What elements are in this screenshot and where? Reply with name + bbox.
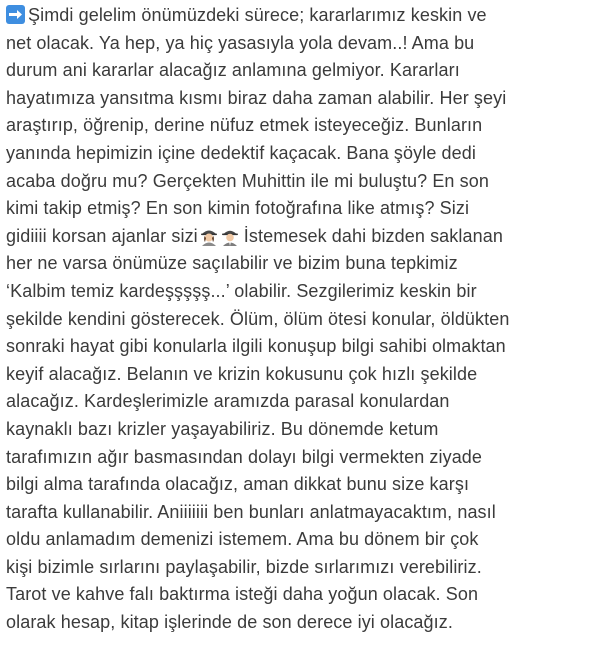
text-line-9-start: gidiiii korsan ajanlar sizi (6, 225, 198, 246)
text-line-1 (6, 2, 598, 30)
text-line-21: kişi bizimle sırlarını paylaşabilir, bizde sırlarımızı verebiliriz. (6, 556, 482, 577)
man-detective-icon (220, 226, 240, 246)
right-arrow-icon (6, 5, 25, 24)
text-line-5: araştırıp, öğrenip, derine nüfuz etmek isteyeceğiz. Bunların (6, 115, 483, 136)
text-line-6: yanında hepimizin içine dedektif kaçacak. Bana şöyle dedi (6, 142, 476, 163)
text-line-7: acaba doğru mu? Gerçekten Muhittin ile mi buluştu? En son (6, 170, 489, 191)
text-line-17: tarafımızın ağır basmasından dolayı bilgi vermekten ziyade (6, 446, 483, 467)
text-line-18: bilgi alma tarafında olacağız, aman dikkat bunu size karşı (6, 474, 470, 495)
text-line-9 (6, 223, 598, 251)
text-line-20: oldu anlamadım demenizi istemem. Ama bu dönem bir çok (6, 529, 479, 550)
text-line-3: durum ani kararlar alacağız anlamına gelmiyor. Kararları (6, 60, 460, 81)
text-line-10: her ne varsa önümüze saçılabilir ve bizim buna tepkimiz (6, 253, 458, 274)
text-line-15: alacağız. Kardeşlerimizle aramızda parasal konulardan (6, 391, 450, 412)
text-line-23: olarak hesap, kitap işlerinde de son derece iyi olacağız. (6, 612, 453, 633)
text-line-8: kimi takip etmiş? En son kimin fotoğrafına like atmış? Sizi (6, 198, 470, 219)
text-line-4: hayatımıza yansıtma kısmı biraz daha zaman alabilir. Her şeyi (6, 87, 507, 108)
text-line-14: keyif alacağız. Belanın ve krizin kokusunu çok hızlı şekilde (6, 363, 478, 384)
text-line-11: ‘Kalbim temiz kardeşşşşş...’ olabilir. Sezgilerimiz keskin bir (6, 280, 477, 301)
text-line-16: kaynaklı bazı krizler yaşayabiliriz. Bu dönemde ketum (6, 418, 439, 439)
text-line-2: net olacak. Ya hep, ya hiç yasasıyla yola devam..! Ama bu (6, 32, 475, 53)
text-line-12: şekilde kendini gösterecek. Ölüm, ölüm ötesi konular, öldükten (6, 308, 510, 329)
text-line-22: Tarot ve kahve falı baktırma isteği daha yoğun olacak. Son (6, 584, 479, 605)
text-line-19: tarafta kullanabilir. Aniiiiiii ben bunları anlatmayacaktım, nasıl (6, 501, 496, 522)
woman-detective-icon (199, 226, 219, 246)
text-line-9-end: İstemesek dahi bizden saklanan (243, 225, 503, 246)
post-text (6, 2, 598, 637)
text-line-1-content: Şimdi gelelim önümüzdeki sürece; kararlarımız keskin ve (28, 5, 487, 25)
text-line-13: sonraki hayat gibi konularla ilgili konuşup bilgi sahibi olmaktan (6, 336, 506, 357)
